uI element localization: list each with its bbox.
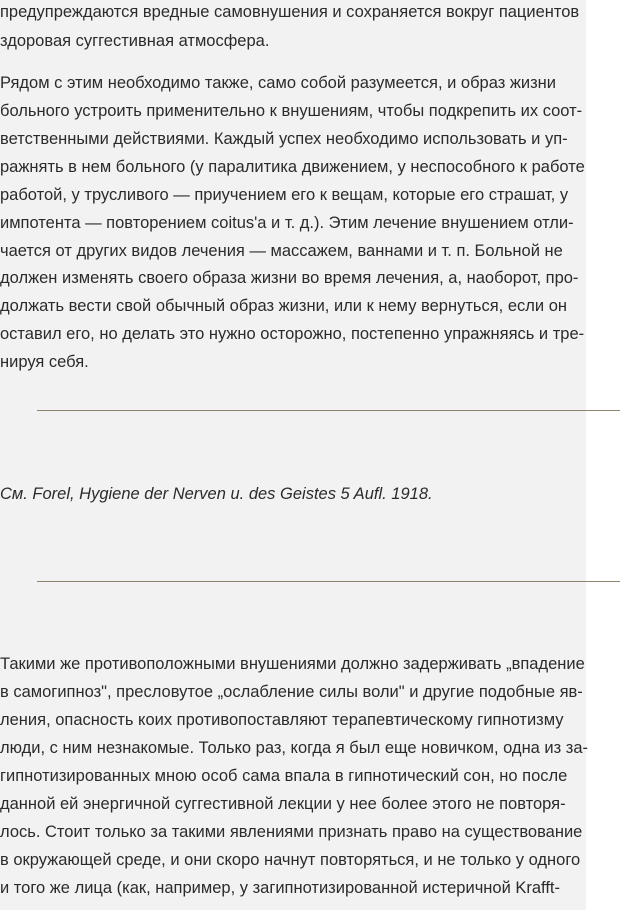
paragraph-3-line: ления, опасность коих противопоставляют терапевтическому гипнотизму [0,711,564,729]
paragraph-2-line: ветственными действиями. Каждый успех необходимо использовать и уп- [0,130,568,148]
paragraph-3-line: и того же лица (как, например, у загипнотизированной истеричной Krafft- [0,879,561,897]
paragraph-3-line: гипнотизированных мною особ сама впала в гипнотический сон, но после [0,767,568,785]
paragraph-2-line: работой, у трусливого — приучением его к вещам, которые его страшат, у [0,186,569,204]
paragraph-3-line: Такими же противоположными внушениями должно задерживать „впадение [0,655,585,673]
paragraph-2-line: больного устроить применительно к внушениям, чтобы подкрепить их соот- [0,102,583,120]
paragraph-3-line: в самогипноз", пресловутое „ослабление силы воли" и другие подобные яв- [0,683,583,701]
footnote-separator-bottom [37,581,620,582]
paragraph-3-line: в окружающей среде, и они скоро начнут повторяться, и не только у одного [0,851,581,869]
paragraph-2-line: импотента — повторением coitus'a и т. д.). Этим лечение внушением отли- [0,214,574,232]
paragraph-2-line: должать вести свой обычный образ жизни, или к нему вернуться, если он [0,297,567,315]
paragraph-2-line: нируя себя. [0,353,89,371]
paragraph-3-line: лось. Стоит только за такими явлениями признать право на существование [0,823,583,841]
paragraph-2-line: Рядом с этим необходимо также, само собой разумеется, и образ жизни [0,74,557,92]
paragraph-1-line: предупреждаются вредные самовнушения и сохраняется вокруг пациентов [0,3,580,21]
paragraph-3-line: люди, с ним незнакомые. Только раз, когда я был еще новичком, одна из за- [0,739,589,757]
paragraph-1-line: здоровая суггестивная атмосфера. [0,32,270,50]
footnote-separator-top [37,410,620,411]
footnote-reference: См. Forel, Hygiene der Nerven u. des Geistes 5 Aufl. 1918. [0,485,433,503]
paragraph-2-line: чается от других видов лечения — массажем, ваннами и т. п. Больной не [0,242,563,260]
paragraph-2-line: должен изменять своего образа жизни во время лечения, а, наоборот, про- [0,269,579,287]
paragraph-3-line: данной ей энергичной суггестивной лекции у нее более этого не повторя- [0,795,566,813]
paragraph-2-line: оставил его, но делать это нужно осторожно, постепенно упражняясь и тре- [0,325,585,343]
paragraph-2-line: ражнять в нем больного (у паралитика движением, у неспособного к работе [0,158,585,176]
